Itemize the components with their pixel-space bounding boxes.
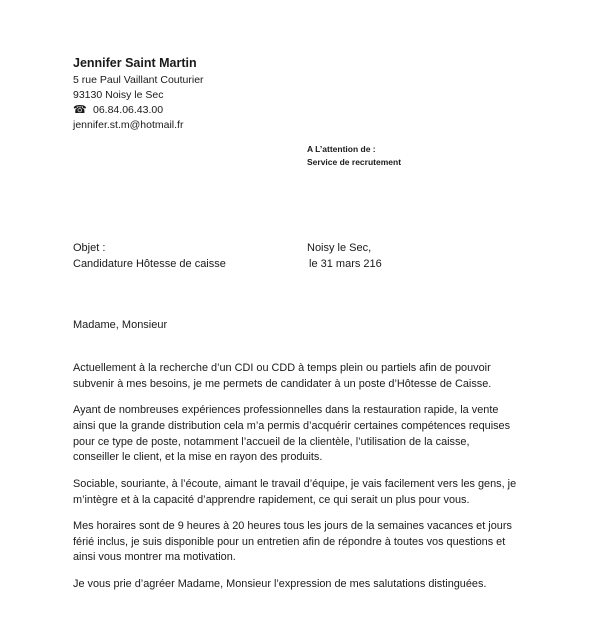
- letter-place: Noisy le Sec,: [307, 242, 372, 254]
- paragraph-availability: [73, 519, 543, 566]
- body-line: Sociable, souriante, à l’écoute, aimant le travail d’équipe, je vais facilement vers les gens, je: [73, 477, 517, 490]
- sender-phone: 06.84.06.43.00: [93, 104, 164, 116]
- letter-date: le 31 mars 216: [309, 258, 382, 270]
- body-line: Je vous prie d’agréer Madame, Monsieur l’expression de mes salutations distinguées.: [73, 577, 487, 590]
- subject-label: Objet :: [73, 242, 106, 254]
- greeting: Madame, Monsieur: [73, 319, 168, 331]
- body-line: Actuellement à la recherche d’un CDI ou CDD à temps plein ou partiels afin de pouvoir: [73, 362, 491, 374]
- sender-block: [73, 55, 204, 133]
- sender-name: Jennifer Saint Martin: [73, 56, 197, 70]
- sender-email: jennifer.st.m@hotmail.fr: [73, 119, 184, 131]
- body-line: Mes horaires sont de 9 heures à 20 heures tous les jours de la semaines vacances et jours: [73, 519, 512, 532]
- body-line: conseiller le client, et la mise en rayon des produits.: [73, 451, 323, 464]
- recipient-service: Service de recrutement: [307, 157, 402, 167]
- paragraph-closing: [73, 577, 543, 593]
- subject-text: Candidature Hôtesse de caisse: [73, 258, 226, 270]
- sender-street: 5 rue Paul Vaillant Couturier: [73, 74, 204, 86]
- recipient-attention: A L’attention de :: [307, 144, 376, 154]
- place-date-block: [307, 240, 382, 272]
- phone-icon: ☎: [73, 104, 87, 116]
- body-line: pour ce type de poste, notamment l’accueil de la clientèle, l’utilisation de la caisse,: [73, 435, 470, 448]
- paragraph-intro: [73, 361, 543, 393]
- subject-block: [73, 240, 226, 272]
- paragraph-qualities: [73, 477, 543, 509]
- sender-city: 93130 Noisy le Sec: [73, 89, 164, 101]
- body-line: subvenir à mes besoins, je me permets de candidater à un poste d’Hôtesse de Caisse.: [73, 377, 492, 390]
- body-line: ainsi que la grande distribution cela m’a permis d’acquérir certaines compétences requises: [73, 419, 511, 432]
- body-line: ainsi vous montrer ma motivation.: [73, 551, 236, 564]
- recipient-block: [307, 143, 401, 169]
- body-line: férié inclus, je suis disponible pour un entretien afin de répondre à toutes vos questions et: [73, 535, 506, 548]
- paragraph-experience: [73, 403, 543, 466]
- sender-phone-row: [73, 103, 204, 118]
- letter-body: [73, 361, 543, 603]
- body-line: m’intègre et à la capacité d’apprendre rapidement, ce qui serait un plus pour vous.: [73, 493, 470, 506]
- body-line: Ayant de nombreuses expériences professionnelles dans la restauration rapide, la vente: [73, 404, 499, 417]
